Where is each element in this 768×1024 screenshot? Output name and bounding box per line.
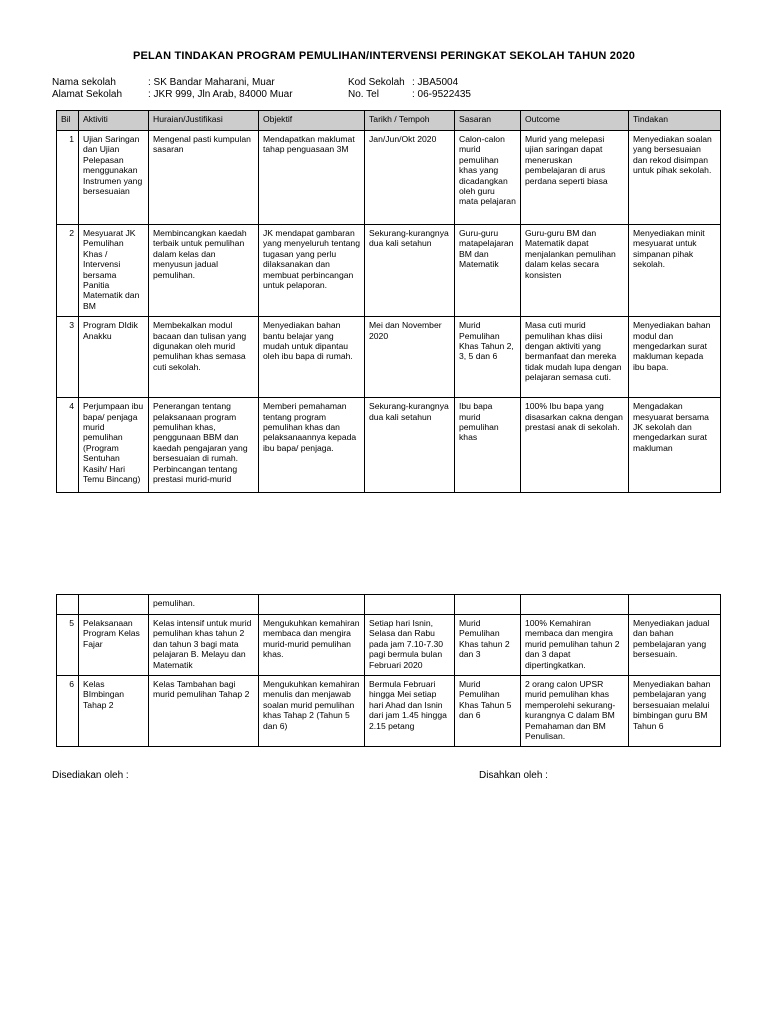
school-code-row xyxy=(348,77,458,89)
cell-tarikh xyxy=(365,595,455,615)
approved-by-label: Disahkan oleh : xyxy=(479,770,548,781)
cell-sasaran: Murid Pemulihan Khas tahun 2 dan 3 xyxy=(455,615,521,676)
cell-outcome: Guru-guru BM dan Matematik dapat menjalankan pemulihan dalam kelas secara konsisten xyxy=(521,225,629,317)
cell-bil xyxy=(57,595,79,615)
header-bil: Bil xyxy=(57,111,79,131)
action-plan-table xyxy=(56,110,721,493)
cell-objektif: Menyediakan bahan bantu belajar yang mudah untuk dipantau oleh ibu bapa di rumah. xyxy=(259,317,365,398)
cell-aktiviti: Perjumpaan ibu bapa/ penjaga murid pemulihan (Program Sentuhan Kasih/ Hari Temu Bincang) xyxy=(79,398,149,493)
cell-objektif: JK mendapat gambaran yang menyeluruh tentang tugasan yang perlu dilaksanakan dan membuat perbincangan untuk pelaporan. xyxy=(259,225,365,317)
table-row xyxy=(57,595,721,615)
header-objektif: Objektif xyxy=(259,111,365,131)
school-code-value: : JBA5004 xyxy=(412,77,459,88)
cell-sasaran: Murid Pemulihan Khas Tahun 2, 3, 5 dan 6 xyxy=(455,317,521,398)
school-tel-row xyxy=(348,89,471,101)
cell-tarikh: Mei dan November 2020 xyxy=(365,317,455,398)
cell-bil: 1 xyxy=(57,131,79,225)
header-huraian: Huraian/Justifikasi xyxy=(149,111,259,131)
cell-tindakan: Mengadakan mesyuarat bersama JK sekolah dan mengedarkan surat makluman xyxy=(629,398,721,493)
cell-sasaran: Ibu bapa murid pemulihan khas xyxy=(455,398,521,493)
school-code-label: Kod Sekolah xyxy=(348,77,405,88)
header-outcome: Outcome xyxy=(521,111,629,131)
table-row xyxy=(57,317,721,398)
header-sasaran: Sasaran xyxy=(455,111,521,131)
school-address-row xyxy=(52,89,293,101)
school-tel-label: No. Tel xyxy=(348,89,379,100)
school-name-value: : SK Bandar Maharani, Muar xyxy=(148,77,275,88)
cell-sasaran: Guru-guru matapelajaran BM dan Matematik xyxy=(455,225,521,317)
cell-bil: 3 xyxy=(57,317,79,398)
cell-huraian: Penerangan tentang pelaksanaan program pemulihan khas, penggunaan BBM dan kaedah pengajaran yang bersesuaian di rumah. Perbincangan tentang prestasi murid-murid xyxy=(149,398,259,493)
cell-tarikh: Bermula Februari hingga Mei setiap hari Ahad dan Isnin dari jam 1.45 hingga 2.15 petang xyxy=(365,676,455,747)
cell-tarikh: Sekurang-kurangnya dua kali setahun xyxy=(365,398,455,493)
header-tindakan: Tindakan xyxy=(629,111,721,131)
cell-huraian: Kelas intensif untuk murid pemulihan khas tahun 2 dan tahun 3 bagi mata pelajaran B. Melayu dan Matematik xyxy=(149,615,259,676)
cell-sasaran: Murid Pemulihan Khas Tahun 5 dan 6 xyxy=(455,676,521,747)
table-row xyxy=(57,676,721,747)
cell-objektif xyxy=(259,595,365,615)
cell-tindakan: Menyediakan soalan yang bersesuaian dan rekod disimpan untuk pihak sekolah. xyxy=(629,131,721,225)
cell-tarikh: Sekurang-kurangnya dua kali setahun xyxy=(365,225,455,317)
header-tarikh: Tarikh / Tempoh xyxy=(365,111,455,131)
table-row xyxy=(57,131,721,225)
cell-tindakan xyxy=(629,595,721,615)
cell-objektif: Mendapatkan maklumat tahap penguasaan 3M xyxy=(259,131,365,225)
cell-bil: 4 xyxy=(57,398,79,493)
table-row xyxy=(57,615,721,676)
cell-tindakan: Menyediakan bahan pembelajaran yang bersesuaian melalui bimbingan guru BM Tahun 6 xyxy=(629,676,721,747)
cell-sasaran xyxy=(455,595,521,615)
cell-bil: 5 xyxy=(57,615,79,676)
cell-aktiviti xyxy=(79,595,149,615)
cell-aktiviti: Ujian Saringan dan Ujian Pelepasan menggunakan Instrumen yang bersesuaian xyxy=(79,131,149,225)
cell-bil: 2 xyxy=(57,225,79,317)
school-tel-value: : 06-9522435 xyxy=(412,89,471,100)
cell-aktiviti: Mesyuarat JK Pemulihan Khas / Intervensi bersama Panitia Matematik dan BM xyxy=(79,225,149,317)
cell-objektif: Mengukuhkan kemahiran menulis dan menjawab soalan murid pemulihan khas Tahap 2 (Tahun 5 dan 6) xyxy=(259,676,365,747)
school-address-label: Alamat Sekolah xyxy=(52,89,123,100)
table-row xyxy=(57,225,721,317)
cell-tindakan: Menyediakan bahan modul dan mengedarkan surat makluman kepada ibu bapa. xyxy=(629,317,721,398)
cell-huraian: Mengenal pasti kumpulan sasaran xyxy=(149,131,259,225)
header-aktiviti: Aktiviti xyxy=(79,111,149,131)
cell-objektif: Mengukuhkan kemahiran membaca dan mengira murid-murid pemulihan khas. xyxy=(259,615,365,676)
cell-outcome xyxy=(521,595,629,615)
cell-outcome: 100% Kemahiran membaca dan mengira murid pemulihan tahun 2 dan 3 dapat dipertingkatkan. xyxy=(521,615,629,676)
cell-huraian: Membincangkan kaedah terbaik untuk pemulihan dalam kelas dan menyusun jadual pemulihan. xyxy=(149,225,259,317)
cell-bil: 6 xyxy=(57,676,79,747)
school-name-row xyxy=(52,77,275,89)
school-name-label: Nama sekolah xyxy=(52,77,116,88)
cell-outcome: 2 orang calon UPSR murid pemulihan khas memperolehi sekurang-kurangnya C dalam BM Pemahaman dan BM Penulisan. xyxy=(521,676,629,747)
cell-tindakan: Menyediakan jadual dan bahan pembelajaran yang bersesuain. xyxy=(629,615,721,676)
document-title: PELAN TINDAKAN PROGRAM PEMULIHAN/INTERVENSI PERINGKAT SEKOLAH TAHUN 2020 xyxy=(132,50,636,62)
cell-huraian: Membekalkan modul bacaan dan tulisan yang digunakan oleh murid pemulihan khas semasa cuti sekolah. xyxy=(149,317,259,398)
cell-aktiviti: Program DIdik Anakku xyxy=(79,317,149,398)
prepared-by-label: Disediakan oleh : xyxy=(52,770,129,781)
cell-outcome: 100% Ibu bapa yang disasarkan cakna dengan prestasi anak di sekolah. xyxy=(521,398,629,493)
cell-huraian: pemulihan. xyxy=(149,595,259,615)
cell-outcome: Murid yang melepasi ujian saringan dapat meneruskan pembelajaran di arus perdana seperti biasa xyxy=(521,131,629,225)
cell-tarikh: Setiap hari Isnin, Selasa dan Rabu pada jam 7.10-7.30 pagi bermula bulan Februari 2020 xyxy=(365,615,455,676)
table-row xyxy=(57,398,721,493)
cell-huraian: Kelas Tambahan bagi murid pemulihan Tahap 2 xyxy=(149,676,259,747)
cell-tarikh: Jan/Jun/Okt 2020 xyxy=(365,131,455,225)
cell-outcome: Masa cuti murid pemulihan khas diisi dengan aktiviti yang bermanfaat dan mereka tidak mudah lupa dengan pelajaran semasa cuti. xyxy=(521,317,629,398)
table-header-row xyxy=(57,111,721,131)
cell-tindakan: Menyediakan minit mesyuarat untuk simpanan pihak sekolah. xyxy=(629,225,721,317)
cell-sasaran: Calon-calon murid pemulihan khas yang dicadangkan oleh guru mata pelajaran xyxy=(455,131,521,225)
cell-aktiviti: Pelaksanaan Program Kelas Fajar xyxy=(79,615,149,676)
cell-objektif: Memberi pemahaman tentang program pemulihan khas dan pelaksanaannya kepada ibu bapa/ penjaga. xyxy=(259,398,365,493)
action-plan-table-continued xyxy=(56,594,721,747)
school-address-value: : JKR 999, Jln Arab, 84000 Muar xyxy=(148,89,293,100)
cell-aktiviti: Kelas BImbingan Tahap 2 xyxy=(79,676,149,747)
